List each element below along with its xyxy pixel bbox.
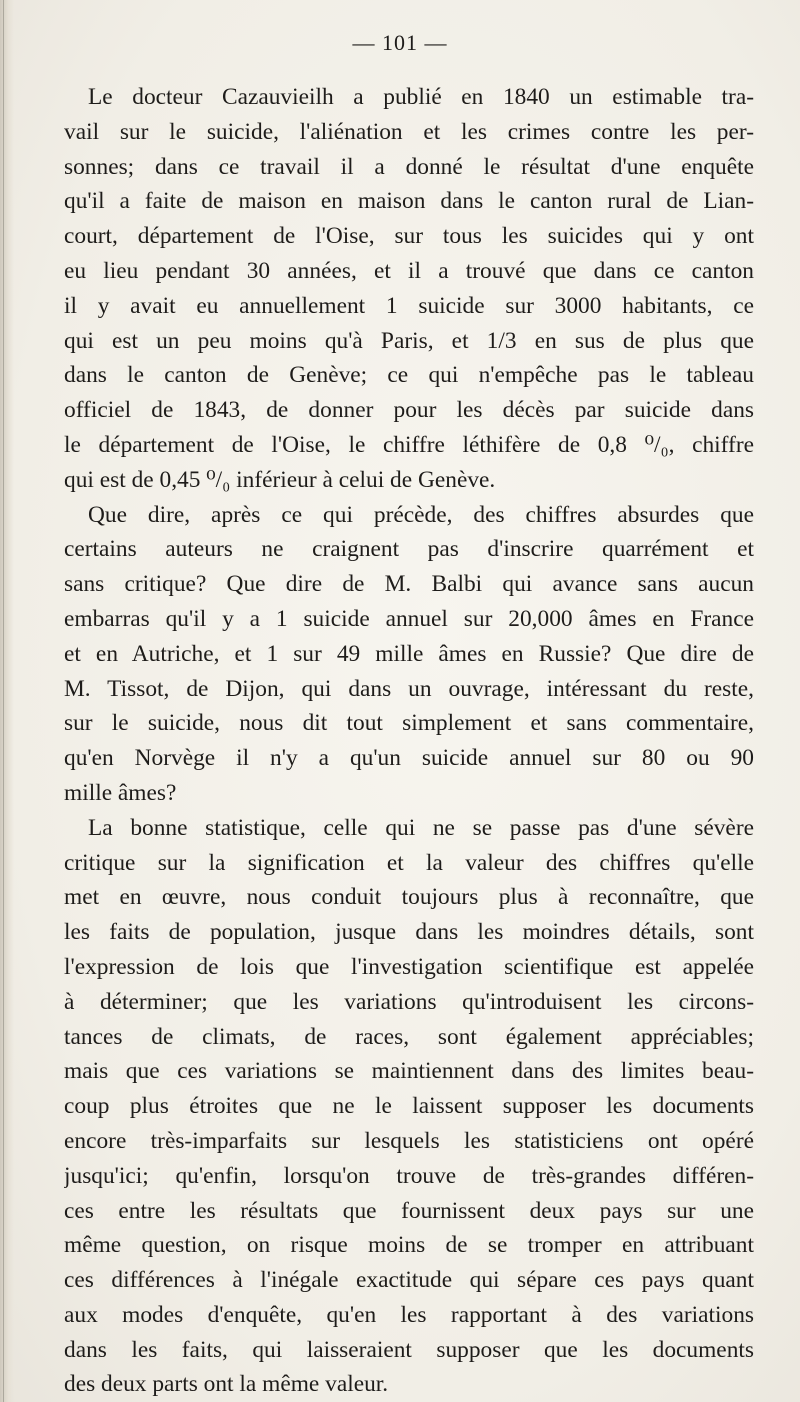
text-line: qui est un peu moins qu'à Paris, et 1/3 en sus de plus que	[64, 327, 754, 354]
text-line: embarras qu'il y a 1 suicide annuel sur 20,000 âmes en France	[64, 605, 754, 632]
text-line: court, département de l'Oise, sur tous les suicides qui y ont	[64, 223, 754, 250]
text-line: mille âmes?	[64, 779, 177, 806]
text-line: Que dire, après ce qui précède, des chiffres absurdes que	[88, 501, 754, 528]
text-line: eu lieu pendant 30 années, et il a trouvé que dans ce canton	[64, 257, 754, 284]
text-line: qui est de 0,45 ⁰/₀ inférieur à celui de Genève.	[64, 466, 496, 493]
text-line: le département de l'Oise, le chiffre léthifère de 0,8 ⁰/₀, chiffre	[64, 431, 754, 458]
text-line: La bonne statistique, celle qui ne se passe pas d'une sévère	[88, 814, 754, 841]
text-line: les faits de population, jusque dans les moindres détails, sont	[64, 919, 754, 946]
text-line: jusqu'ici; qu'enfin, lorsqu'on trouve de très-grandes différen-	[64, 1162, 754, 1189]
body-text	[64, 80, 754, 1402]
text-line: sur le suicide, nous dit tout simplement et sans commentaire,	[64, 710, 754, 737]
text-line: qu'en Norvège il n'y a qu'un suicide annuel sur 80 ou 90	[64, 745, 754, 772]
text-line: aux modes d'enquête, qu'en les rapportant à des variations	[64, 1301, 754, 1328]
page-binding-edge	[3, 0, 4, 1402]
text-line: l'expression de lois que l'investigation scientifique est appelée	[64, 953, 754, 980]
text-line: qu'il a faite de maison en maison dans le canton rural de Lian-	[64, 188, 754, 215]
text-line: officiel de 1843, de donner pour les décès par suicide dans	[64, 397, 754, 424]
text-line: M. Tissot, de Dijon, qui dans un ouvrage, intéressant du reste,	[64, 675, 754, 702]
text-line: ces entre les résultats que fournissent deux pays sur une	[64, 1197, 754, 1224]
text-line: dans les faits, qui laisseraient supposer que les documents	[64, 1336, 754, 1363]
text-line: vail sur le suicide, l'aliénation et les crimes contre les per-	[64, 118, 754, 145]
text-line: encore très-imparfaits sur lesquels les statisticiens ont opéré	[64, 1127, 754, 1154]
text-line: coup plus étroites que ne le laissent supposer les documents	[64, 1093, 754, 1120]
text-line: des deux parts ont la même valeur.	[64, 1371, 389, 1398]
text-line: et en Autriche, et 1 sur 49 mille âmes en Russie? Que dire de	[64, 640, 754, 667]
text-line: même question, on risque moins de se tromper en attribuant	[64, 1232, 754, 1259]
text-line: sans critique? Que dire de M. Balbi qui avance sans aucun	[64, 571, 754, 598]
text-line: tances de climats, de races, sont également appréciables;	[64, 1023, 754, 1050]
text-line: à déterminer; que les variations qu'introduisent les circons-	[64, 988, 754, 1015]
text-line: dans le canton de Genève; ce qui n'empêche pas le tableau	[64, 362, 754, 389]
text-line: il y avait eu annuellement 1 suicide sur 3000 habitants, ce	[64, 292, 754, 319]
text-line: certains auteurs ne craignent pas d'inscrire quarrément et	[64, 536, 754, 563]
text-line: critique sur la signification et la valeur des chiffres qu'elle	[64, 849, 754, 876]
page-number: — 101 —	[352, 30, 448, 55]
text-line: sonnes; dans ce travail il a donné le résultat d'une enquête	[64, 153, 754, 180]
text-line: mais que ces variations se maintiennent dans des limites beau-	[64, 1058, 754, 1085]
text-line: met en œuvre, nous conduit toujours plus à reconnaître, que	[64, 884, 754, 911]
text-line: Le docteur Cazauvieilh a publié en 1840 un estimable tra-	[88, 84, 754, 110]
text-line: ces différences à l'inégale exactitude qui sépare ces pays quant	[64, 1267, 754, 1294]
